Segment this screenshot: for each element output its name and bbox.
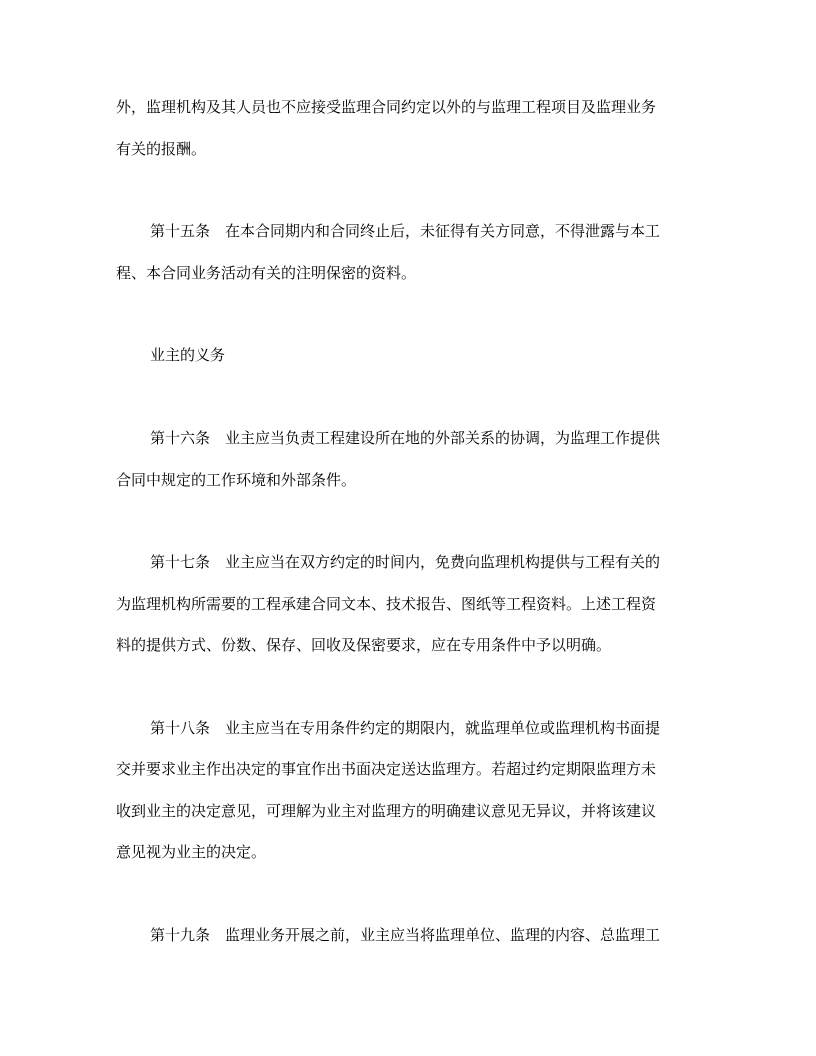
- article-16-line-2: 合同中规定的工作环境和外部条件。: [116, 471, 357, 489]
- article-16-line-1: 第十六条 业主应当负责工程建设所在地的外部关系的协调，为监理工作提供: [150, 429, 661, 447]
- article-18-line-3: 收到业主的决定意见，可理解为业主对监理方的明确建议意见无异议，并将该建议: [116, 802, 657, 820]
- article-17-line-1: 第十七条 业主应当在双方约定的时间内，免费向监理机构提供与工程有关的: [150, 553, 661, 571]
- article-15-line-2: 程、本合同业务活动有关的注明保密的资料。: [116, 264, 417, 282]
- article-15-line-1: 第十五条 在本合同期内和合同终止后，未征得有关方同意，不得泄露与本工: [150, 222, 661, 240]
- article-17-line-3: 料的提供方式、份数、保存、回收及保密要求，应在专用条件中予以明确。: [116, 636, 612, 654]
- article-19-line-1: 第十九条 监理业务开展之前，业主应当将监理单位、监理的内容、总监理工: [150, 926, 661, 944]
- article-18-line-1: 第十八条 业主应当在专用条件约定的期限内，就监理单位或监理机构书面提: [150, 719, 661, 737]
- article-18-line-4: 意见视为业主的决定。: [116, 843, 267, 861]
- paragraph-line: 有关的报酬。: [116, 140, 207, 158]
- section-heading: 业主的义务: [150, 346, 226, 364]
- paragraph-line: 外，监理机构及其人员也不应接受监理合同约定以外的与监理工程项目及监理业务: [116, 98, 657, 116]
- article-18-line-2: 交并要求业主作出决定的事宜作出书面决定送达监理方。若超过约定期限监理方未: [116, 760, 657, 778]
- article-17-line-2: 为监理机构所需要的工程承建合同文本、技术报告、图纸等工程资料。上述工程资: [116, 595, 657, 613]
